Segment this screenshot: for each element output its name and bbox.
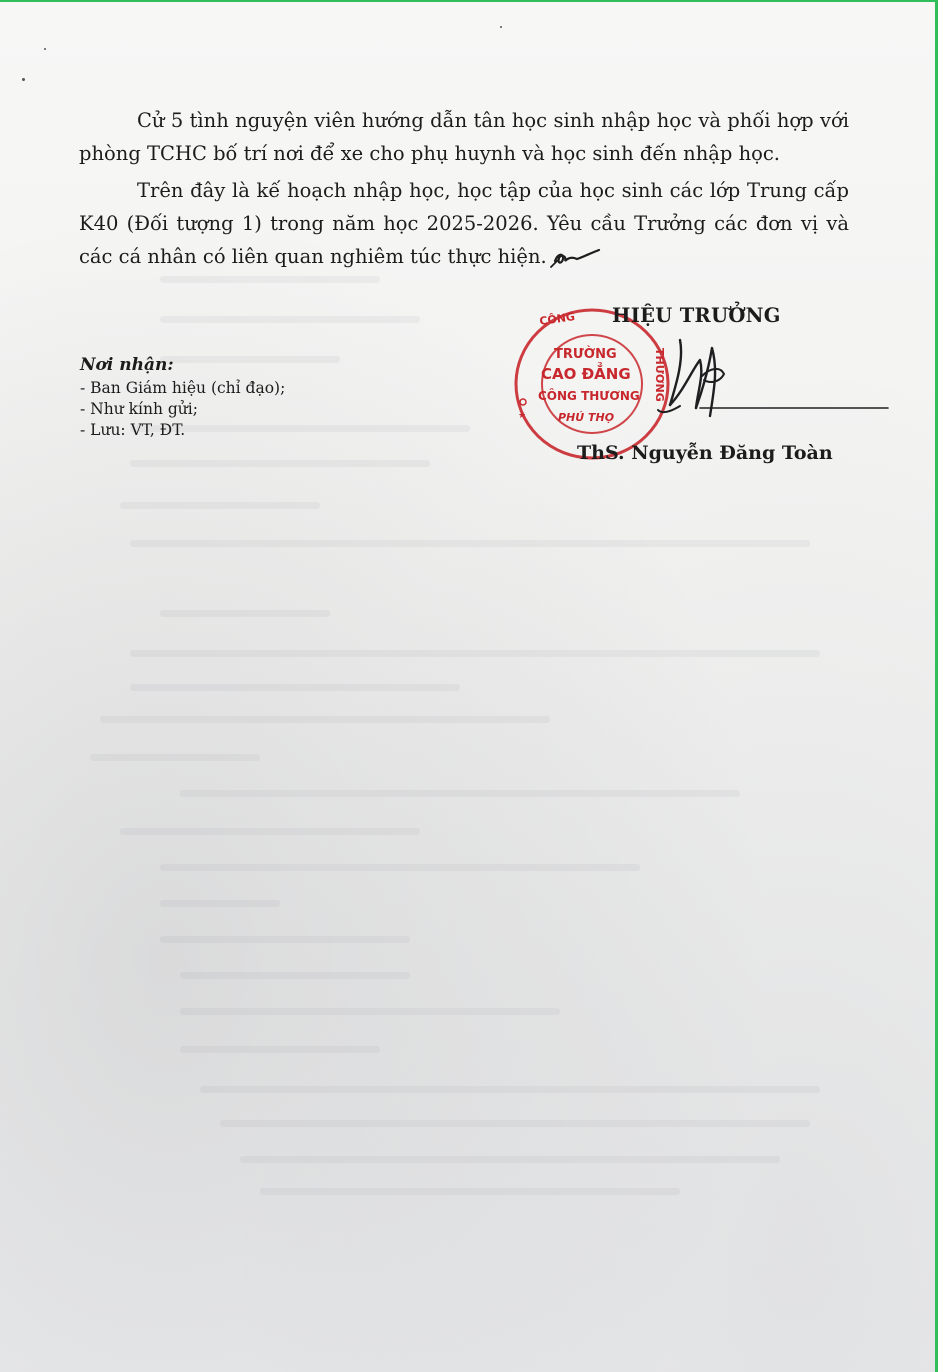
recipients-title: Nơi nhận: — [80, 355, 174, 375]
svg-text:CAO ĐẲNG: CAO ĐẲNG — [541, 365, 631, 383]
scan-edge-top — [0, 0, 938, 2]
svg-text:PHÚ THỌ: PHÚ THỌ — [558, 411, 615, 424]
scan-speck — [500, 26, 502, 28]
scan-speck — [44, 48, 46, 50]
recipients-list — [80, 378, 400, 441]
svg-text:THƯƠNG: THƯƠNG — [653, 348, 666, 402]
recipient-item: - Ban Giám hiệu (chỉ đạo); — [80, 378, 400, 399]
recipient-item: - Lưu: VT, ĐT. — [80, 420, 400, 441]
recipients-block — [80, 354, 400, 441]
svg-text:CÔNG THƯƠNG: CÔNG THƯƠNG — [538, 389, 640, 403]
signer-name: ThS. Nguyễn Đăng Toàn — [577, 442, 833, 464]
initial-flourish-icon — [549, 247, 601, 269]
body-paragraph-closing-text: Trên đây là kế hoạch nhập học, học tập của học sinh các lớp Trung cấp K40 (Đối tượng 1) trong năm học 2025-2026. Yêu cầu Trưởng các đơn vị và các cá nhân có liên quan nghiêm túc thực hiện. — [79, 179, 849, 268]
svg-text:★: ★ — [518, 411, 527, 421]
body-paragraph-volunteers: Cử 5 tình nguyện viên hướng dẫn tân học sinh nhập học và phối hợp với phòng TCHC bố trí nơi để xe cho phụ huynh và học sinh đến nhập học. — [79, 109, 849, 165]
signer-title: HIỆU TRƯỞNG — [612, 304, 781, 327]
recipient-item: - Như kính gửi; — [80, 399, 400, 420]
svg-text:CÔNG: CÔNG — [538, 310, 576, 328]
body-paragraph-closing — [79, 174, 849, 273]
svg-text:TRƯỜNG: TRƯỜNG — [554, 347, 617, 362]
handwritten-signature — [640, 330, 890, 430]
scan-speck — [22, 78, 25, 81]
